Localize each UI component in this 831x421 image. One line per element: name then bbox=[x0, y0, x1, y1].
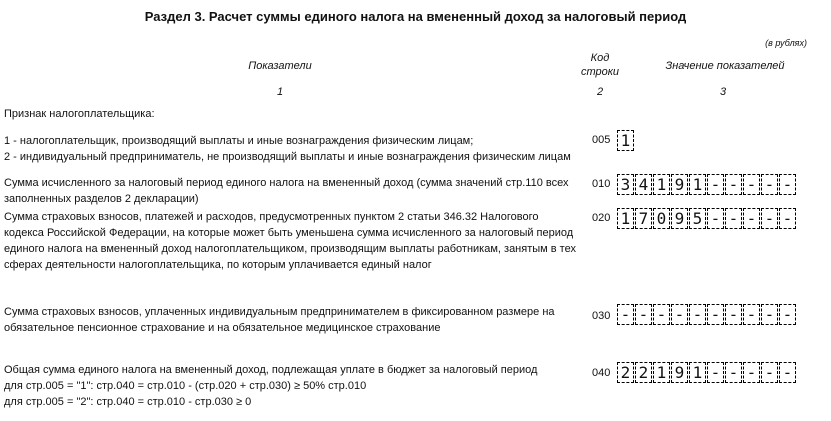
value-cell[interactable]: 2 bbox=[635, 362, 652, 383]
column-number-3: 3 bbox=[719, 86, 727, 98]
value-cell[interactable]: - bbox=[743, 208, 760, 229]
value-cell[interactable]: 1 bbox=[617, 208, 634, 229]
value-cell[interactable]: - bbox=[635, 304, 652, 325]
indicator-040-line-2: для стр.005 = "1": стр.040 = стр.010 - (стр.020 + стр.030) ≥ 50% стр.010 bbox=[4, 380, 367, 392]
value-cell[interactable]: - bbox=[725, 304, 742, 325]
line-code-030: 030 bbox=[592, 310, 611, 322]
value-cell[interactable]: - bbox=[761, 208, 778, 229]
indicator-020-line-1: Сумма страховых взносов, платежей и расходов, предусмотренных пунктом 2 статьи 346.32 Налогового bbox=[4, 211, 539, 223]
value-cell[interactable]: 1 bbox=[653, 174, 670, 195]
value-cell[interactable]: - bbox=[743, 304, 760, 325]
value-cell[interactable]: 5 bbox=[689, 208, 706, 229]
value-cell[interactable]: - bbox=[743, 362, 760, 383]
value-cell[interactable]: 2 bbox=[617, 362, 634, 383]
value-cell[interactable]: - bbox=[707, 304, 724, 325]
unit-note: (в рублях) bbox=[765, 38, 807, 48]
value-cell[interactable]: - bbox=[653, 304, 670, 325]
indicator-030-line-2: обязательное пенсионное страхование и на обязательное медицинское страхование bbox=[4, 322, 441, 334]
column-header-indicators: Показатели bbox=[248, 60, 312, 72]
value-cell[interactable]: - bbox=[761, 304, 778, 325]
value-cells-010 bbox=[617, 174, 796, 195]
indicator-010-line-1: Сумма исчисленного за налоговый период единого налога на вмененный доход (сумма значений стр.110 всех bbox=[4, 177, 569, 189]
value-cell[interactable]: 3 bbox=[617, 174, 634, 195]
taxpayer-sign-heading: Признак налогоплательщика: bbox=[4, 108, 155, 120]
value-cell[interactable]: 1 bbox=[653, 362, 670, 383]
value-cells-020 bbox=[617, 208, 796, 229]
value-cell[interactable]: 9 bbox=[671, 208, 688, 229]
value-cell[interactable]: 1 bbox=[689, 362, 706, 383]
value-cell[interactable]: 7 bbox=[635, 208, 652, 229]
line-code-040: 040 bbox=[592, 367, 611, 379]
value-cell[interactable]: - bbox=[707, 208, 724, 229]
column-header-code-line2: строки bbox=[580, 66, 620, 78]
value-cell[interactable]: - bbox=[761, 174, 778, 195]
value-cell[interactable]: - bbox=[707, 174, 724, 195]
value-cell[interactable]: - bbox=[761, 362, 778, 383]
value-cell[interactable]: - bbox=[725, 208, 742, 229]
indicator-020-line-4: сферах деятельности налогоплательщика, по которым уплачивается единый налог bbox=[4, 259, 432, 271]
value-cell[interactable]: - bbox=[779, 362, 796, 383]
value-cell[interactable]: 1 bbox=[689, 174, 706, 195]
indicator-020-line-3: единого налога на вмененный доход налогоплательщиком, производящим выплаты работникам, занятым в тех bbox=[4, 243, 576, 255]
value-cell[interactable]: 4 bbox=[635, 174, 652, 195]
value-cell[interactable]: 0 bbox=[653, 208, 670, 229]
value-cell[interactable]: - bbox=[779, 304, 796, 325]
value-cell[interactable]: - bbox=[671, 304, 688, 325]
value-cell[interactable]: - bbox=[617, 304, 634, 325]
indicator-030-line-1: Сумма страховых взносов, уплаченных индивидуальным предпринимателем в фиксированном размере на bbox=[4, 306, 555, 318]
indicator-020-line-2: кодекса Российской Федерации, на которые может быть уменьшена сумма исчисленного за налоговый период bbox=[4, 227, 574, 239]
value-cell[interactable]: - bbox=[743, 174, 760, 195]
section-title: Раздел 3. Расчет суммы единого налога на вмененный доход за налоговый период bbox=[144, 9, 687, 24]
column-number-1: 1 bbox=[276, 86, 284, 98]
line-code-020: 020 bbox=[592, 212, 611, 224]
taxpayer-sign-option-2: 2 - индивидуальный предприниматель, не производящий выплаты и иные вознаграждения физическим лицам bbox=[4, 151, 571, 163]
column-number-2: 2 bbox=[596, 86, 604, 98]
indicator-040-line-3: для стр.005 = "2": стр.040 = стр.010 - стр.030 ≥ 0 bbox=[4, 396, 252, 408]
column-header-code-line1: Код bbox=[590, 52, 610, 64]
value-cells-005 bbox=[617, 130, 634, 151]
taxpayer-sign-option-1: 1 - налогоплательщик, производящий выплаты и иные вознаграждения физическим лицам; bbox=[4, 135, 474, 147]
line-code-010: 010 bbox=[592, 178, 611, 190]
value-cell[interactable]: 1 bbox=[617, 130, 634, 151]
value-cells-030 bbox=[617, 304, 796, 325]
indicator-010-line-2: заполненных разделов 2 декларации) bbox=[4, 193, 199, 205]
column-header-value: Значение показателей bbox=[665, 60, 785, 72]
line-code-005: 005 bbox=[592, 134, 611, 146]
value-cell[interactable]: - bbox=[779, 208, 796, 229]
value-cell[interactable]: - bbox=[725, 174, 742, 195]
value-cell[interactable]: - bbox=[779, 174, 796, 195]
value-cell[interactable]: 9 bbox=[671, 174, 688, 195]
value-cell[interactable]: - bbox=[707, 362, 724, 383]
value-cell[interactable]: - bbox=[725, 362, 742, 383]
value-cell[interactable]: - bbox=[689, 304, 706, 325]
value-cells-040 bbox=[617, 362, 796, 383]
indicator-040-line-1: Общая сумма единого налога на вмененный доход, подлежащая уплате в бюджет за налоговый период bbox=[4, 364, 538, 376]
value-cell[interactable]: 9 bbox=[671, 362, 688, 383]
